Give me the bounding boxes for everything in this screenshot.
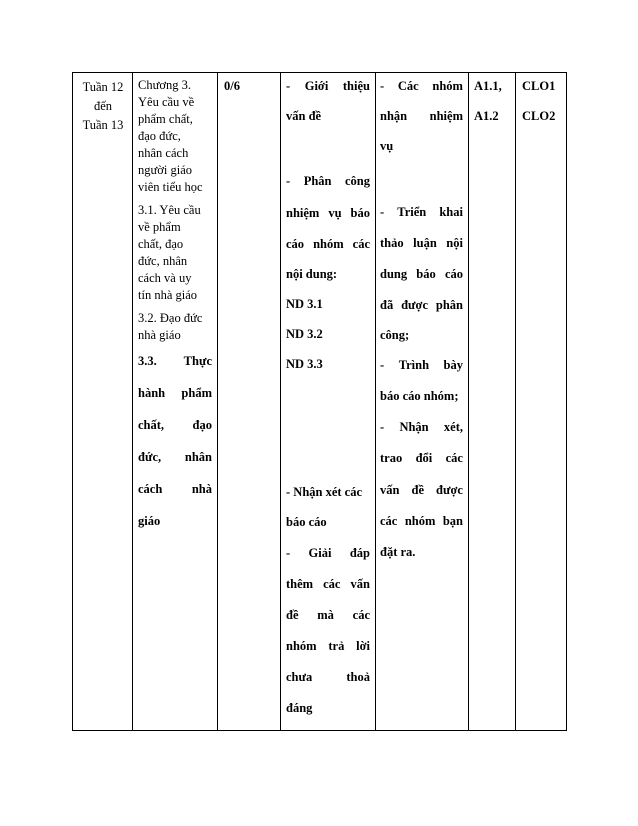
section-3-3-line: chất, đạo bbox=[138, 418, 212, 432]
section-3-3-line: 3.3. Thực bbox=[138, 354, 212, 368]
teacher-line: đề mà các bbox=[286, 608, 370, 622]
teacher-line: nội dung: bbox=[286, 267, 338, 281]
column-divider bbox=[217, 72, 218, 731]
teacher-line: ND 3.3 bbox=[286, 357, 323, 371]
teacher-line: - Giới thiệu bbox=[286, 79, 370, 93]
teacher-line: chưa thoả bbox=[286, 670, 370, 684]
week-to: đến bbox=[93, 99, 113, 113]
chapter-line: Yêu cầu về bbox=[138, 95, 195, 109]
chapter-line: viên tiểu học bbox=[138, 180, 203, 194]
student-line: nhận nhiệm bbox=[380, 109, 463, 123]
teacher-line: thêm các vấn bbox=[286, 577, 370, 591]
student-line: đặt ra. bbox=[380, 545, 416, 559]
chapter-line: nhân cách bbox=[138, 146, 189, 160]
student-line: báo cáo nhóm; bbox=[380, 389, 459, 403]
teacher-line: - Phân công bbox=[286, 174, 370, 188]
student-line: dung báo cáo bbox=[380, 267, 463, 281]
clo-line: CLO2 bbox=[522, 109, 556, 123]
section-3-1-line: tín nhà giáo bbox=[138, 288, 198, 302]
student-line: trao đổi các bbox=[380, 451, 463, 465]
week-end: Tuần 13 bbox=[82, 118, 124, 132]
student-line: - Các nhóm bbox=[380, 79, 463, 93]
student-line: công; bbox=[380, 328, 410, 342]
student-line: - Triển khai bbox=[380, 205, 463, 219]
teacher-line: đáng bbox=[286, 701, 313, 715]
section-3-3-line: hành phẩm bbox=[138, 386, 212, 400]
section-3-2-line: nhà giáo bbox=[138, 328, 181, 342]
student-line: thảo luận nội bbox=[380, 236, 463, 250]
section-3-1-line: 3.1. Yêu cầu bbox=[138, 203, 201, 217]
chapter-line: đạo đức, bbox=[138, 129, 181, 143]
teacher-line: nhóm trả lời bbox=[286, 639, 370, 653]
clo-line: CLO1 bbox=[522, 79, 556, 93]
section-3-1-line: đức, nhân bbox=[138, 254, 188, 268]
column-divider bbox=[280, 72, 281, 731]
teacher-line: nhiệm vụ báo bbox=[286, 206, 370, 220]
section-3-1-line: về phẩm bbox=[138, 220, 181, 234]
column-divider bbox=[468, 72, 469, 731]
student-line: vụ bbox=[380, 139, 394, 153]
assessment-line: A1.2 bbox=[474, 109, 499, 123]
student-line: các nhóm bạn bbox=[380, 514, 463, 528]
column-divider bbox=[375, 72, 376, 731]
teacher-line: ND 3.2 bbox=[286, 327, 323, 341]
student-line: - Nhận xét, bbox=[380, 420, 463, 434]
teacher-line: - Giải đáp bbox=[286, 546, 370, 560]
chapter-line: Chương 3. bbox=[138, 78, 191, 92]
column-divider bbox=[515, 72, 516, 731]
section-3-3-line: đức, nhân bbox=[138, 450, 212, 464]
week-start: Tuần 12 bbox=[82, 80, 124, 94]
teacher-line: - Nhận xét các bbox=[286, 485, 363, 499]
student-line: đã được phân bbox=[380, 298, 463, 312]
section-3-3-line: cách nhà bbox=[138, 482, 212, 496]
teacher-line: ND 3.1 bbox=[286, 297, 323, 311]
section-3-1-line: chất, đạo bbox=[138, 237, 184, 251]
teacher-line: cáo nhóm các bbox=[286, 237, 370, 251]
section-3-3-line: giáo bbox=[138, 514, 161, 528]
teacher-line: vấn đề bbox=[286, 109, 322, 123]
chapter-line: phẩm chất, bbox=[138, 112, 193, 126]
section-3-2-line: 3.2. Đạo đức bbox=[138, 311, 203, 325]
chapter-line: người giáo bbox=[138, 163, 193, 177]
section-3-1-line: cách và uy bbox=[138, 271, 192, 285]
assessment-line: A1.1, bbox=[474, 79, 502, 93]
column-divider bbox=[132, 72, 133, 731]
student-line: vấn đề được bbox=[380, 483, 463, 497]
hours-value: 0/6 bbox=[224, 79, 240, 93]
student-line: - Trình bày bbox=[380, 358, 463, 372]
teacher-line: báo cáo bbox=[286, 515, 327, 529]
